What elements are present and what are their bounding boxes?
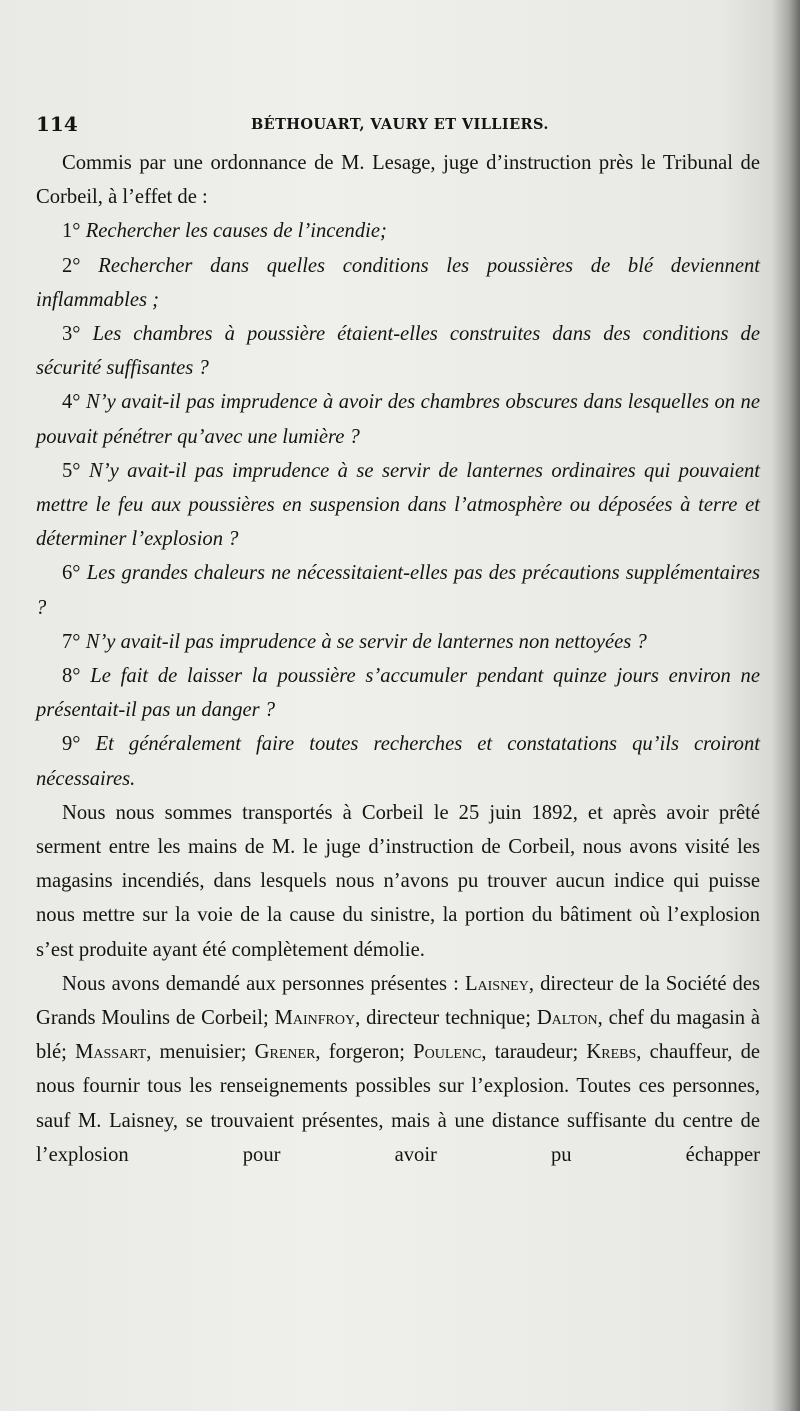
question-item (36, 249, 760, 317)
item-text: N’y avait-il pas imprudence à se servir de lanternes ordinaires qui pouvaient mettre le feu aux poussières en suspension dans l’atmosphère ou déposées à terre et déterminer l’explosion ? (36, 459, 760, 551)
person-name: Massart (75, 1041, 147, 1064)
item-text: Rechercher dans quelles conditions les poussières de blé deviennent inflammables ; (36, 254, 760, 311)
item-text: Les grandes chaleurs ne nécessitaient-elles pas des précautions supplémentaires ? (36, 562, 760, 619)
person-role: directeur de la Société des Grands Moulins de Corbeil; (36, 972, 761, 1030)
item-text: N’y avait-il pas imprudence à avoir des chambres obscures dans lesquelles on ne pouvait pénétrer qu’avec une lumière ? (36, 391, 760, 448)
running-title: BÉTHOUART, VAURY ET VILLIERS. (251, 116, 549, 133)
item-number: 5° (62, 459, 81, 482)
question-item (36, 556, 760, 624)
body-text (36, 146, 760, 1206)
person-name: Poulenc (413, 1041, 482, 1064)
item-text: Rechercher les causes de l’incendie; (85, 220, 387, 243)
item-text: Et généralement faire toutes recherches et constatations qu’ils croiront nécessaires. (36, 733, 760, 790)
question-item (36, 385, 760, 453)
person-name: Laisney (464, 972, 529, 995)
question-item (36, 625, 760, 659)
item-number: 1° (62, 220, 81, 243)
question-item (36, 214, 760, 248)
item-number: 4° (62, 391, 81, 414)
person-name: Grener (254, 1041, 316, 1064)
person-role: forgeron; (328, 1041, 405, 1064)
person-name: Dalton (536, 1007, 598, 1030)
item-text: Le fait de laisser la poussière s’accumuler pendant quinze jours environ ne présentait-il pas un danger ? (36, 665, 760, 722)
persons-intro: Nous avons demandé aux personnes présentes : (62, 972, 459, 995)
person-name: Krebs (586, 1041, 637, 1064)
item-number: 6° (62, 562, 81, 585)
question-item (36, 317, 760, 385)
person-role: chef du magasin à blé; (36, 1007, 761, 1064)
intro-paragraph: Commis par une ordonnance de M. Lesage, juge d’instruction près le Tribunal de Corbeil, à l’effet de : (36, 152, 760, 209)
item-number: 9° (62, 733, 81, 756)
visit-paragraph: Nous nous sommes transportés à Corbeil le 25 juin 1892, et après avoir prêté serment entre les mains de M. le juge d’instruction de Corbeil, nous avons visité les magasins incendiés, dans lesquels nous n’avons pu trouver aucun indice qui puisse nous mettre sur la voie de la cause du sinistre, la portion du bâtiment où l’explosion s’est produite ayant été complètement démolie. (36, 801, 760, 961)
item-text: N’y avait-il pas imprudence à se servir de lanternes non nettoyées ? (85, 630, 647, 653)
item-number: 7° (62, 630, 81, 653)
item-number: 8° (62, 665, 81, 688)
question-item (36, 454, 760, 557)
page-gutter-shadow (772, 0, 800, 1411)
item-number: 2° (62, 254, 81, 277)
page-number: 114 (36, 112, 78, 136)
person-role: directeur technique; (366, 1007, 531, 1030)
persons-paragraph: Nous avons demandé aux personnes présentes : Laisney, directeur de la Société des Grands Moulins de Corbeil; Mainfroy, directeur technique; Dalton, chef du magasin à blé; Massart, menuisier; Grener, forgeron; Poulenc, taraudeur; Krebs, chauffeur, de nous fournir tous les renseignements possibles sur l’explosion. Toutes ces personnes, sauf M. Laisney, se trouvaient présentes, mais à une distance suffisante du centre de l’explosion pour avoir pu échapper (36, 972, 761, 1166)
item-text: Les chambres à poussière étaient-elles construites dans des conditions de sécurité suffisantes ? (36, 323, 760, 380)
person-role: taraudeur; (494, 1041, 579, 1064)
question-item (36, 659, 760, 727)
person-role: menuisier; (159, 1041, 247, 1064)
page-header (36, 112, 756, 142)
person-role: chauffeur, (649, 1041, 733, 1064)
person-name: Mainfroy (274, 1007, 356, 1030)
persons-rest: de nous fournir tous les renseignements possibles sur l’explosion. Toutes ces personnes, sauf M. Laisney, se trouvaient présentes, mais à une distance suffisante du centre de l’explosion pour avoir pu échapper (36, 1041, 761, 1166)
question-item (36, 727, 760, 795)
item-number: 3° (62, 323, 81, 346)
